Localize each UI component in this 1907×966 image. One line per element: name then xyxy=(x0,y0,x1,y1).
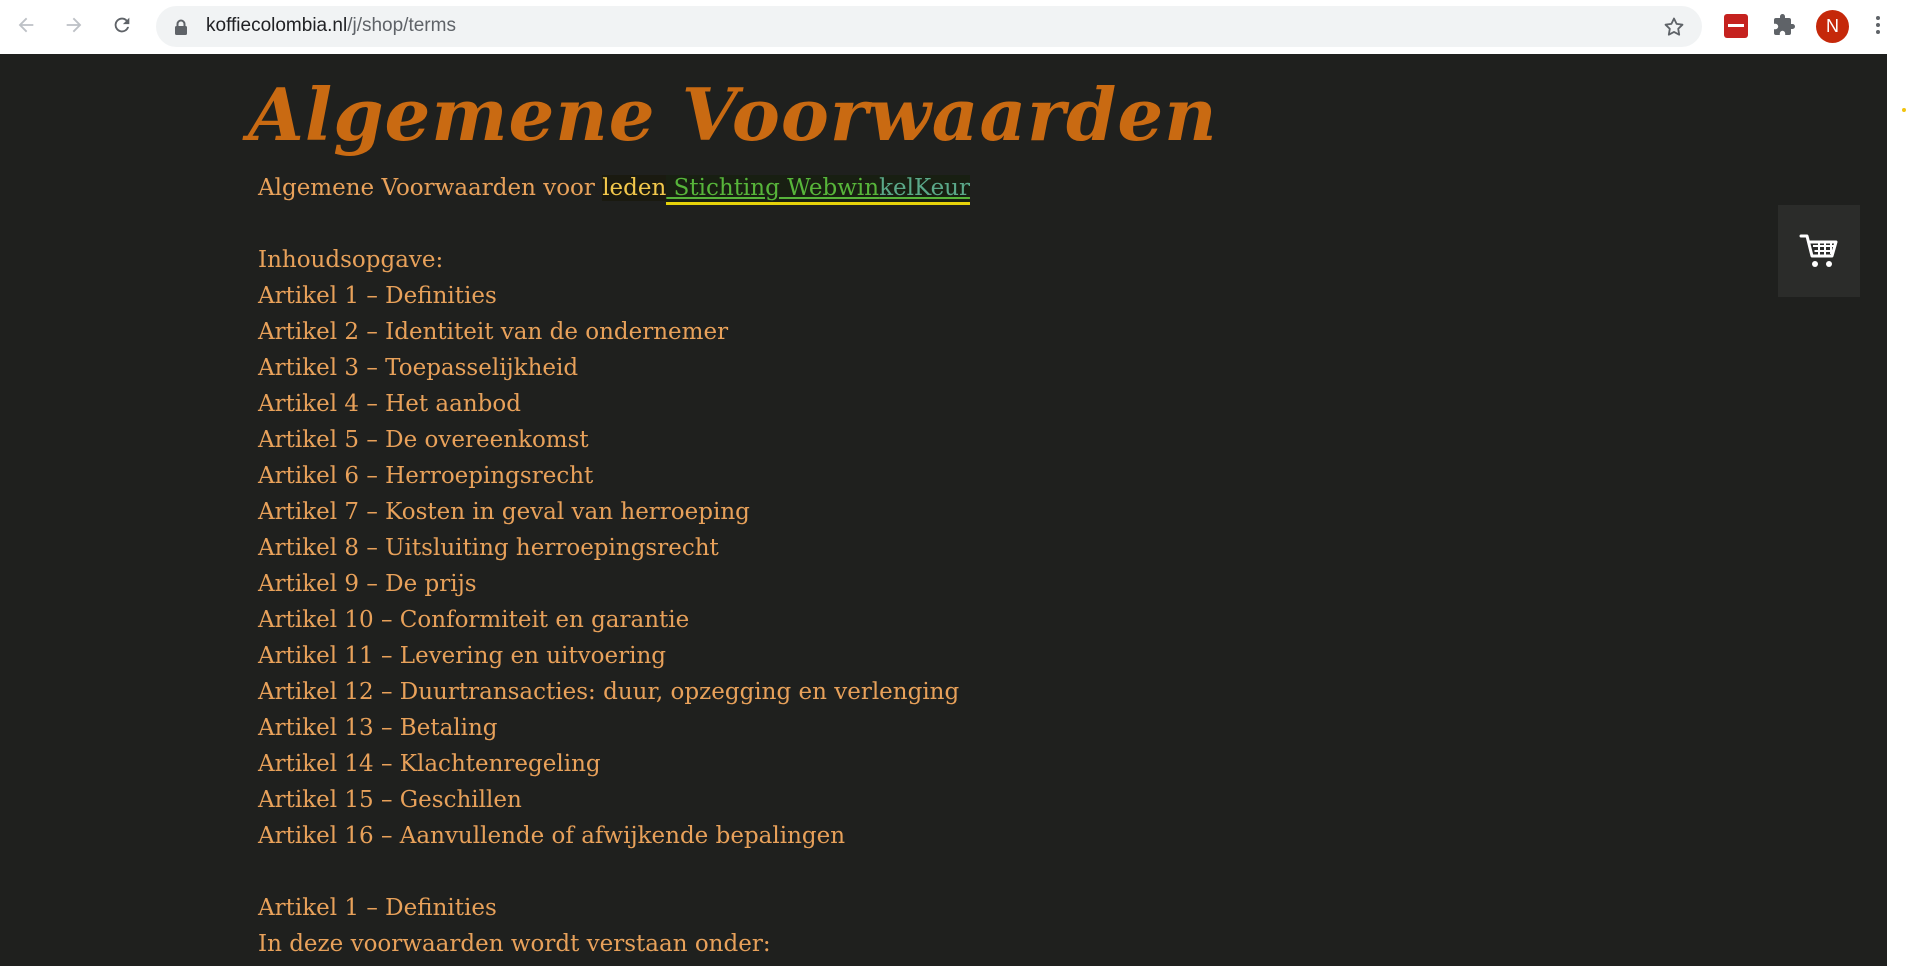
toc-item: Artikel 5 – De overeenkomst xyxy=(258,427,589,453)
cart-button[interactable] xyxy=(1778,205,1860,297)
toc-item: Artikel 13 – Betaling xyxy=(258,715,498,741)
extension-icon[interactable] xyxy=(1724,14,1748,38)
intro-line xyxy=(258,170,970,206)
toc-item: Artikel 9 – De prijs xyxy=(258,571,477,597)
intro-leden: leden xyxy=(602,175,667,201)
page-content xyxy=(0,54,1887,966)
terms-content xyxy=(258,170,970,962)
toc-item: Artikel 10 – Conformiteit en garantie xyxy=(258,607,690,633)
link-text-a: Stichting Webwin xyxy=(666,175,880,201)
browser-toolbar xyxy=(0,0,1907,54)
toc-item: Artikel 11 – Levering en uitvoering xyxy=(258,643,666,669)
toc-item: Artikel 16 – Aanvullende of afwijkende bepalingen xyxy=(258,823,846,849)
back-button[interactable] xyxy=(12,11,40,39)
section-text: In deze voorwaarden wordt verstaan onder: xyxy=(258,931,771,957)
address-bar[interactable] xyxy=(156,6,1702,47)
section-heading: Artikel 1 – Definities xyxy=(258,895,497,921)
toc-item: Artikel 2 – Identiteit van de ondernemer xyxy=(258,319,729,345)
url-path: /j/shop/terms xyxy=(347,15,456,36)
toc-item: Artikel 7 – Kosten in geval van herroeping xyxy=(258,499,750,525)
spacer xyxy=(258,854,970,890)
toc-item: Artikel 8 – Uitsluiting herroepingsrecht xyxy=(258,535,719,561)
reload-button[interactable] xyxy=(108,11,136,39)
browser-menu-icon[interactable] xyxy=(1874,14,1882,38)
profile-avatar[interactable]: N xyxy=(1816,10,1849,43)
toc-item: Artikel 6 – Herroepingsrecht xyxy=(258,463,594,489)
arrow-right-icon xyxy=(63,14,85,36)
toc-heading: Inhoudsopgave: xyxy=(258,247,444,273)
indicator-dot xyxy=(1902,108,1906,112)
link-text-b: kelKeur xyxy=(879,175,970,201)
toc-item: Artikel 4 – Het aanbod xyxy=(258,391,521,417)
reload-icon xyxy=(111,14,133,36)
scrollbar[interactable] xyxy=(1887,54,1907,966)
lock-icon xyxy=(174,19,188,35)
extensions-puzzle-icon[interactable] xyxy=(1772,13,1796,37)
intro-prefix: Algemene Voorwaarden voor xyxy=(258,175,603,201)
url-host: koffiecolombia.nl xyxy=(206,15,348,36)
toc-item: Artikel 3 – Toepasselijkheid xyxy=(258,355,579,381)
toc-item: Artikel 12 – Duurtransacties: duur, opzegging en verlenging xyxy=(258,679,960,705)
page-title: Algemene Voorwaarden xyxy=(248,72,1218,157)
arrow-left-icon xyxy=(15,14,37,36)
webwinkelkeur-link[interactable] xyxy=(666,175,970,205)
toc-item: Artikel 15 – Geschillen xyxy=(258,787,522,813)
url-text xyxy=(206,15,456,37)
forward-button[interactable] xyxy=(60,11,88,39)
toc-item: Artikel 1 – Definities xyxy=(258,283,497,309)
bookmark-star-icon[interactable] xyxy=(1662,15,1686,39)
spacer xyxy=(258,206,970,242)
shopping-cart-icon xyxy=(1799,232,1839,270)
toc-item: Artikel 14 – Klachtenregeling xyxy=(258,751,601,777)
